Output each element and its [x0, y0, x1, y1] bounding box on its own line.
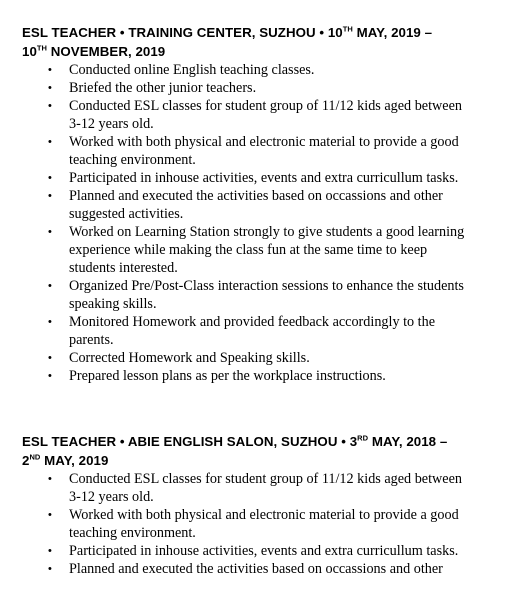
heading-separator: • — [315, 25, 328, 40]
duty-text: Participated in inhouse activities, events and extra curricullum tasks. — [69, 543, 459, 559]
heading-separator: • — [337, 434, 350, 449]
bullet-icon: • — [48, 352, 52, 364]
bullet-icon: • — [48, 172, 52, 184]
heading-separator: • — [116, 25, 129, 40]
bullet-icon: • — [48, 190, 52, 202]
list-item — [22, 277, 502, 313]
start-date-rest: MAY, 2018 – — [368, 434, 448, 449]
list-item — [22, 79, 502, 97]
bullet-icon: • — [48, 82, 52, 94]
start-day: 10 — [327, 25, 343, 40]
job-title: ESL TEACHER — [22, 25, 117, 40]
list-item — [22, 61, 502, 79]
list-item — [22, 506, 502, 542]
bullet-icon: • — [48, 509, 52, 521]
bullet-icon: • — [48, 563, 52, 575]
bullet-icon: • — [48, 545, 52, 557]
duty-text: Prepared lesson plans as per the workplace instructions. — [69, 368, 386, 384]
job-heading — [22, 432, 502, 470]
list-item — [22, 560, 502, 578]
duty-text: Conducted ESL classes for student group of 11/12 kids aged between 3-12 years old. — [69, 98, 462, 132]
list-item — [22, 470, 502, 506]
duty-text: Worked on Learning Station strongly to give students a good learning experience while making the class fun at the same time to keep students interested. — [69, 224, 465, 276]
duty-text: Planned and executed the activities based on occassions and other — [69, 561, 443, 577]
list-item — [22, 97, 502, 133]
end-day: 2 — [22, 453, 30, 468]
list-item — [22, 349, 502, 367]
bullet-icon: • — [48, 136, 52, 148]
duty-text: Planned and executed the activities based on occassions and other suggested activities. — [69, 188, 443, 222]
start-day-suffix: TH — [342, 24, 353, 34]
bullet-icon: • — [48, 280, 52, 292]
duty-text: Briefed the other junior teachers. — [69, 80, 257, 96]
job-entry — [22, 23, 502, 385]
list-item — [22, 542, 502, 560]
employer-location: ABIE ENGLISH SALON, SUZHOU — [127, 434, 338, 449]
duty-list — [22, 61, 502, 385]
bullet-icon: • — [48, 316, 52, 328]
bullet-icon: • — [48, 473, 52, 485]
job-heading — [22, 23, 502, 61]
list-item — [22, 169, 502, 187]
job-title: ESL TEACHER — [22, 434, 117, 449]
end-day: 10 — [22, 44, 37, 59]
duty-text: Organized Pre/Post-Class interaction sessions to enhance the students speaking skills. — [69, 278, 464, 312]
list-item — [22, 223, 502, 277]
duty-text: Worked with both physical and electronic material to provide a good teaching environment. — [69, 507, 459, 541]
list-item — [22, 367, 502, 385]
bullet-icon: • — [48, 226, 52, 238]
list-item — [22, 313, 502, 349]
duty-text: Conducted online English teaching classes. — [69, 62, 315, 78]
duty-text: Corrected Homework and Speaking skills. — [69, 350, 310, 366]
start-day: 3 — [349, 434, 358, 449]
list-item — [22, 187, 502, 223]
duty-text: Conducted ESL classes for student group of 11/12 kids aged between 3-12 years old. — [69, 471, 462, 505]
start-day-suffix: RD — [357, 433, 369, 443]
duty-list — [22, 470, 502, 578]
duty-text: Participated in inhouse activities, events and extra curricullum tasks. — [69, 170, 459, 186]
end-day-suffix: ND — [29, 452, 41, 462]
end-date-rest: NOVEMBER, 2019 — [47, 44, 166, 59]
bullet-icon: • — [48, 370, 52, 382]
duty-text: Worked with both physical and electronic material to provide a good teaching environment. — [69, 134, 459, 168]
end-day-suffix: TH — [36, 43, 47, 53]
job-entry — [22, 432, 502, 578]
duty-text: Monitored Homework and provided feedback accordingly to the parents. — [69, 314, 436, 348]
end-date-rest: MAY, 2019 — [40, 453, 109, 468]
bullet-icon: • — [48, 100, 52, 112]
bullet-icon: • — [48, 64, 52, 76]
list-item — [22, 133, 502, 169]
heading-separator: • — [116, 434, 128, 449]
start-date-rest: MAY, 2019 – — [352, 25, 433, 40]
employer-location: TRAINING CENTER, SUZHOU — [128, 25, 316, 40]
